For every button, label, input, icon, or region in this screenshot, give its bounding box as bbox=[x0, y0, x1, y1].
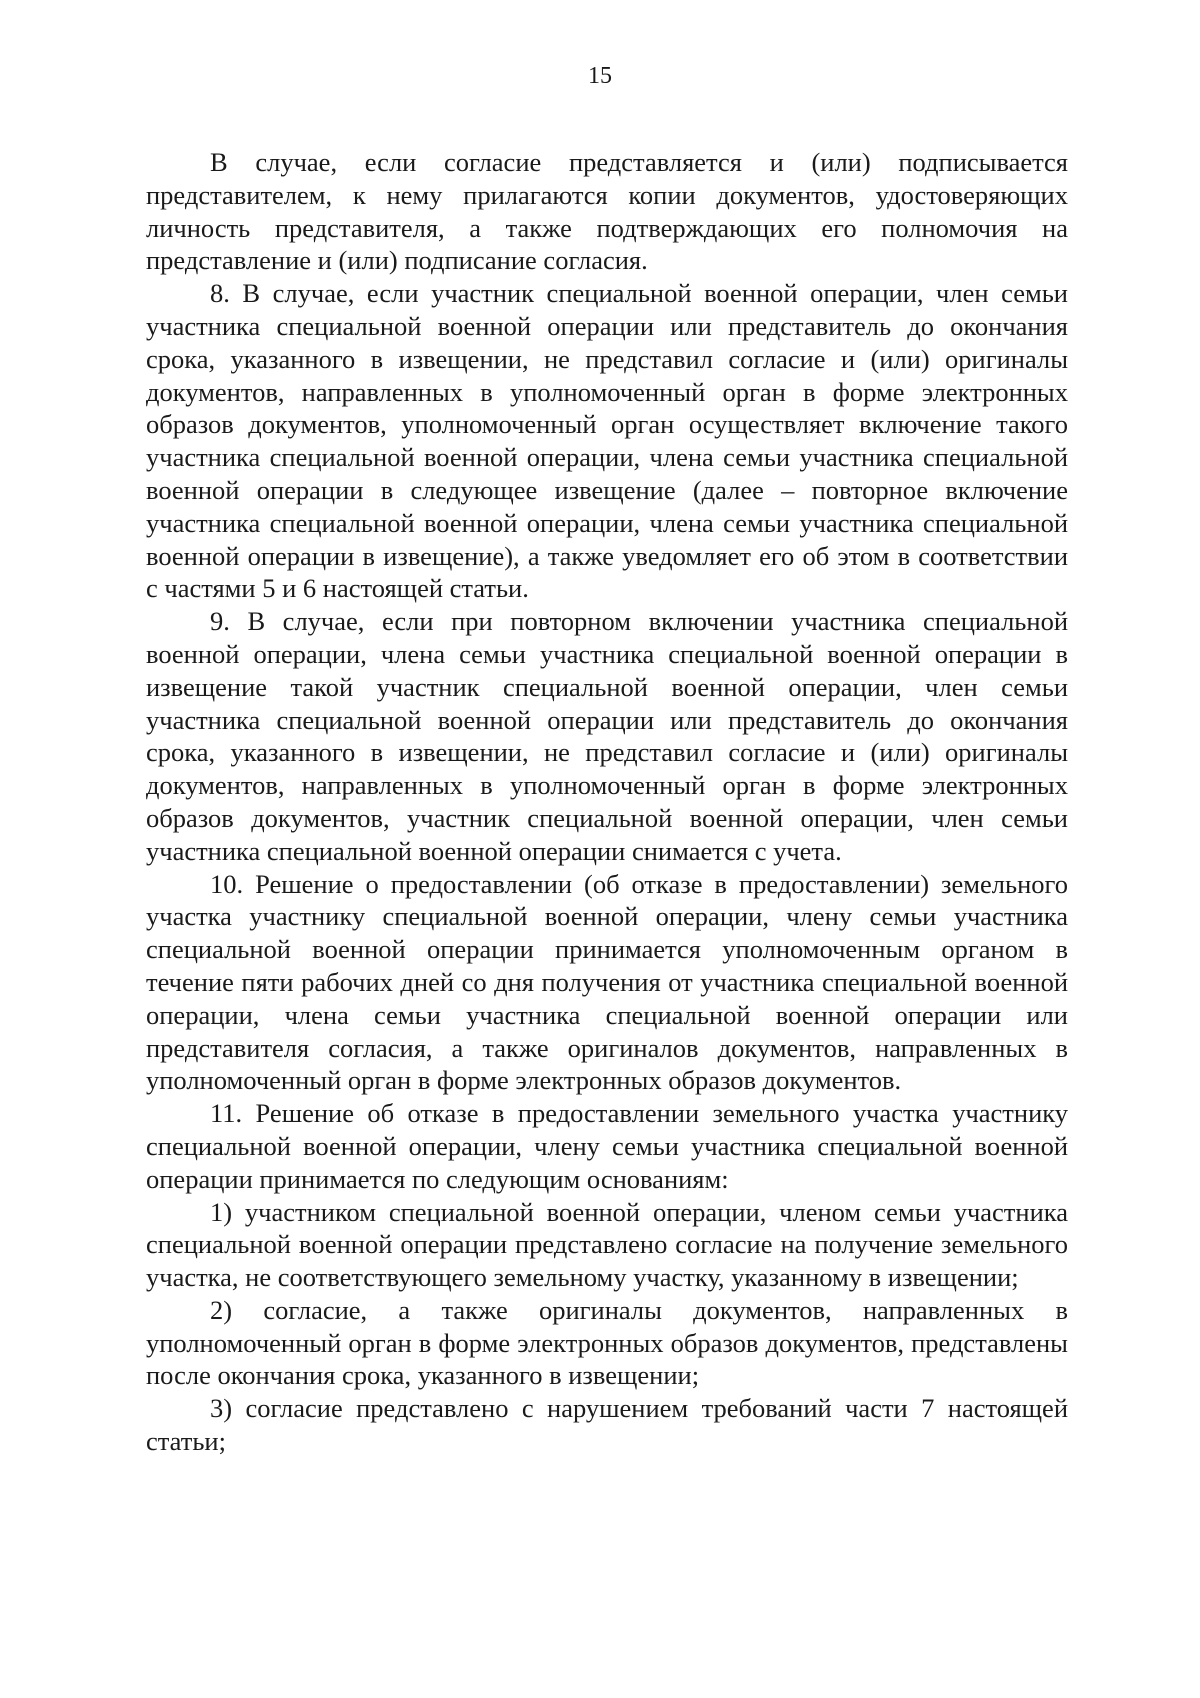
document-body bbox=[146, 146, 1068, 1458]
page-number: 15 bbox=[588, 63, 612, 89]
paragraph-item-10: 10. Решение о предоставлении (об отказе в предоставлении) земельного участка участнику специальной военной операции, члену семьи участника специальной военной операции принимается уполномоченным органом в течение пяти рабочих дней со дня получения от участника специальной военной операции, члена семьи участника специальной военной операции или представителя согласия, а также оригиналов документов, направленных в уполномоченный орган в форме электронных образов документов. bbox=[146, 868, 1068, 1096]
paragraph-representative-documents: В случае, если согласие представляется и (или) подписывается представителем, к нему прилагаются копии документов, удостоверяющих личность представителя, а также подтверждающих его полномочия на представление и (или) подписание согласия. bbox=[146, 147, 1068, 276]
paragraph-item-11: 11. Решение об отказе в предоставлении земельного участка участнику специальной военной операции, члену семьи участника специальной военной операции принимается по следующим основаниям: bbox=[146, 1098, 1068, 1194]
paragraph-item-9: 9. В случае, если при повторном включении участника специальной военной операции, члена семьи участника специальной военной операции в извещение такой участник специальной военной операции, член семьи участника специальной военной операции или представитель до окончания срока, указанного в извещении, не представил согласие и (или) оригиналы документов, направленных в уполномоченный орган в форме электронных образов документов, участник специальной военной операции, член семьи участника специальной военной операции снимается с учета. bbox=[146, 606, 1068, 866]
list-item-2: 2) согласие, а также оригиналы документов, направленных в уполномоченный орган в форме электронных образов документов, представлены после окончания срока, указанного в извещении; bbox=[146, 1294, 1068, 1391]
list-item-3: 3) согласие представлено с нарушением требований части 7 настоящей статьи; bbox=[146, 1393, 1068, 1457]
paragraph-item-8: 8. В случае, если участник специальной военной операции, член семьи участника специальной военной операции или представитель до окончания срока, указанного в извещении, не представил согласие и (или) оригиналы документов, направленных в уполномоченный орган в форме электронных образов документов, уполномоченный орган осуществляет включение такого участника специальной военной операции, члена семьи участника специальной военной операции в следующее извещение (далее – повторное включение участника специальной военной операции, члена семьи участника специальной военной операции в извещение), а также уведомляет его об этом в соответствии с частями 5 и 6 настоящей статьи. bbox=[146, 278, 1068, 604]
list-item-1: 1) участником специальной военной операции, членом семьи участника специальной военной операции представлено согласие на получение земельного участка, не соответствующего земельному участку, указанному в извещении; bbox=[146, 1196, 1068, 1293]
